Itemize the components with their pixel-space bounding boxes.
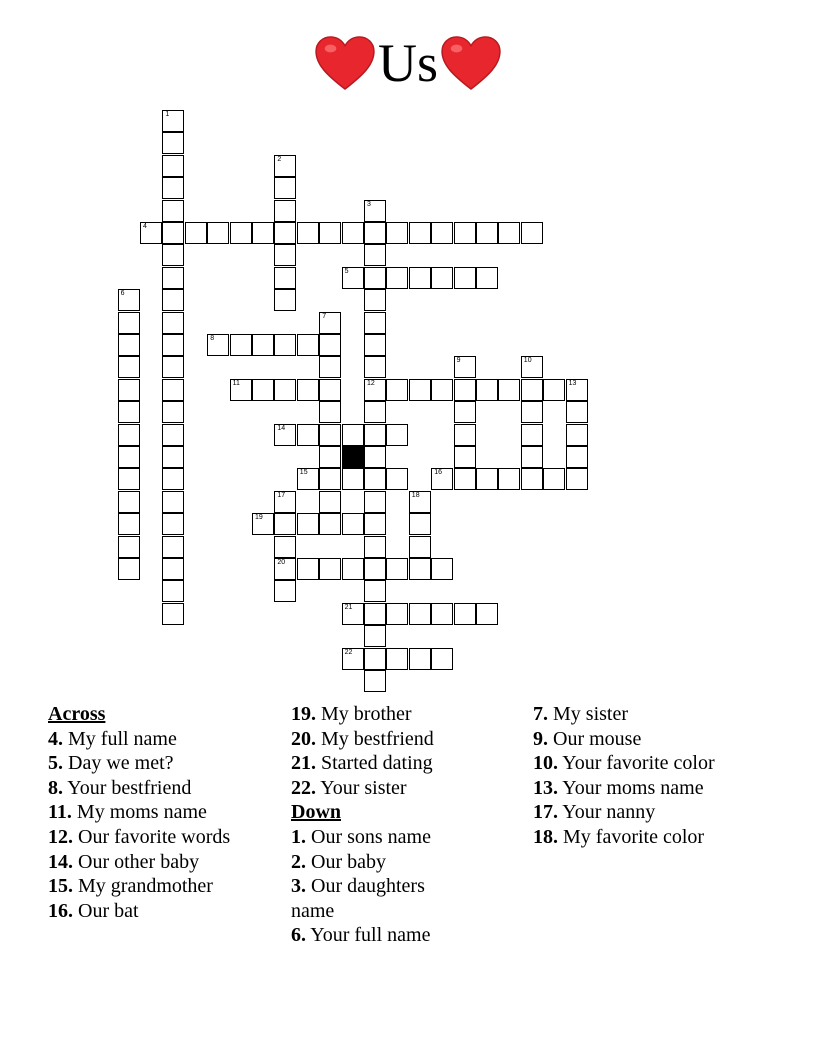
grid-cell[interactable]	[364, 244, 386, 266]
cell-number: 19	[255, 514, 263, 522]
grid-cell[interactable]	[162, 580, 184, 602]
grid-cell[interactable]	[297, 379, 319, 401]
grid-cell[interactable]	[297, 558, 319, 580]
grid-cell[interactable]	[342, 267, 364, 289]
grid-cell[interactable]	[185, 222, 207, 244]
grid-cell[interactable]	[319, 312, 341, 334]
grid-cell[interactable]	[409, 603, 431, 625]
grid-cell[interactable]	[521, 424, 543, 446]
cell-number: 17	[277, 491, 286, 499]
grid-cell[interactable]	[409, 536, 431, 558]
grid-cell[interactable]	[162, 244, 184, 266]
grid-cell[interactable]	[207, 334, 229, 356]
grid-cell[interactable]	[386, 267, 408, 289]
cell-number: 3	[367, 200, 371, 208]
cell-number: 20	[277, 559, 286, 566]
grid-cell[interactable]	[409, 558, 431, 580]
grid-cell[interactable]	[230, 334, 252, 356]
grid-cell[interactable]	[118, 334, 140, 356]
grid-cell[interactable]	[319, 491, 341, 513]
grid-cell[interactable]	[319, 513, 341, 535]
grid-cell[interactable]	[274, 558, 296, 580]
grid-cell[interactable]	[162, 401, 184, 423]
grid-cell[interactable]	[364, 267, 386, 289]
cell-number: 16	[434, 469, 442, 477]
grid-cell[interactable]	[454, 424, 476, 446]
grid-cell[interactable]	[364, 289, 386, 311]
grid-cell[interactable]	[162, 513, 184, 535]
across-heading: Across	[48, 703, 106, 725]
grid-cell[interactable]	[274, 379, 296, 401]
grid-cell[interactable]	[118, 289, 140, 311]
grid-cell[interactable]	[364, 334, 386, 356]
grid-cell[interactable]	[162, 289, 184, 311]
grid-cell[interactable]	[162, 334, 184, 356]
grid-cell[interactable]	[274, 580, 296, 602]
grid-cell[interactable]	[409, 267, 431, 289]
grid-cell[interactable]	[118, 356, 140, 378]
cell-number: 21	[344, 603, 353, 611]
grid-cell[interactable]	[252, 222, 274, 244]
grid-cell[interactable]	[386, 379, 408, 401]
cell-number: 5	[344, 267, 349, 275]
grid-cell[interactable]	[162, 132, 184, 154]
grid-cell[interactable]	[386, 558, 408, 580]
grid-cell[interactable]	[364, 379, 386, 401]
grid-cell[interactable]	[162, 424, 184, 446]
grid-cell[interactable]	[566, 424, 588, 446]
clue-down-9: 9. Our mouse	[533, 727, 642, 750]
title-text: Us	[377, 33, 438, 93]
grid-cell[interactable]	[454, 401, 476, 423]
grid-cell[interactable]	[409, 222, 431, 244]
grid-cell[interactable]	[162, 312, 184, 334]
grid-cell[interactable]	[364, 401, 386, 423]
clue-down-10: 10. Your favorite color	[533, 752, 715, 775]
grid-cell[interactable]	[498, 222, 520, 244]
grid-cell[interactable]	[364, 446, 386, 468]
grid-cell[interactable]	[342, 222, 364, 244]
grid-cell[interactable]	[118, 312, 140, 334]
grid-cell[interactable]	[364, 580, 386, 602]
grid-cell[interactable]	[162, 446, 184, 468]
grid-cell[interactable]	[476, 222, 498, 244]
grid-cell[interactable]	[364, 356, 386, 378]
grid-cell[interactable]	[498, 468, 520, 490]
grid-cell[interactable]	[364, 603, 386, 625]
grid-cell[interactable]	[409, 491, 431, 513]
clue-down-7: 7. My sister	[533, 703, 628, 725]
grid-cell[interactable]	[364, 558, 386, 580]
grid-cell[interactable]	[162, 468, 184, 490]
grid-cell[interactable]	[274, 222, 296, 244]
grid-cell[interactable]	[409, 648, 431, 670]
grid-cell[interactable]	[431, 222, 453, 244]
grid-cell[interactable]	[454, 446, 476, 468]
grid-cell[interactable]	[364, 670, 386, 692]
grid-cell[interactable]	[431, 468, 453, 490]
grid-cell[interactable]	[274, 177, 296, 199]
grid-cell[interactable]	[319, 558, 341, 580]
clue-across-21: 21. Started dating	[291, 752, 433, 775]
clue-down-2: 2. Our baby	[291, 850, 386, 873]
cell-number: 4	[143, 223, 147, 230]
grid-cell[interactable]	[319, 424, 341, 446]
grid-cell[interactable]	[319, 468, 341, 490]
grid-cell[interactable]	[342, 558, 364, 580]
grid-cell[interactable]	[118, 491, 140, 513]
grid-cell[interactable]	[274, 334, 296, 356]
clue-down-1: 1. Our sons name	[291, 825, 431, 848]
cell-number: 13	[568, 379, 577, 387]
grid-cell[interactable]	[297, 424, 319, 446]
grid-cell[interactable]	[521, 222, 543, 244]
clue-across-12: 12. Our favorite words	[48, 825, 231, 848]
grid-cell[interactable]	[409, 379, 431, 401]
clue-across-15: 15. My grandmother	[48, 875, 213, 898]
grid-cell[interactable]	[319, 356, 341, 378]
grid-cell[interactable]	[274, 289, 296, 311]
grid-cell[interactable]	[162, 110, 184, 132]
grid-cell[interactable]	[498, 379, 520, 401]
grid-cell[interactable]	[274, 513, 296, 535]
grid-cell[interactable]	[274, 267, 296, 289]
clue-across-20: 20. My bestfriend	[291, 727, 434, 750]
grid-cell[interactable]	[274, 424, 296, 446]
grid-cell[interactable]	[297, 334, 319, 356]
grid-cell[interactable]	[162, 267, 184, 289]
grid-cell[interactable]	[162, 177, 184, 199]
grid-cell[interactable]	[230, 222, 252, 244]
grid-cell[interactable]	[454, 468, 476, 490]
grid-cell[interactable]	[319, 446, 341, 468]
cell-number: 9	[456, 357, 461, 365]
grid-cell[interactable]	[476, 267, 498, 289]
grid-cell[interactable]	[162, 536, 184, 558]
cell-number: 10	[523, 357, 532, 365]
grid-cell[interactable]	[454, 603, 476, 625]
clue-across-5: 5. Day we met?	[48, 752, 174, 775]
clue-across-19: 19. My brother	[291, 703, 412, 725]
grid-cell[interactable]	[454, 379, 476, 401]
cell-number: 18	[411, 491, 420, 499]
grid-cell[interactable]	[118, 424, 140, 446]
cell-number: 11	[232, 379, 240, 387]
cell-number: 15	[299, 469, 308, 477]
cell-number: 8	[210, 335, 215, 342]
clue-across-8: 8. Your bestfriend	[48, 776, 192, 799]
grid-cell[interactable]	[252, 513, 274, 535]
grid-cell[interactable]	[364, 513, 386, 535]
grid-cell[interactable]	[252, 334, 274, 356]
clue-down-17: 17. Your nanny	[533, 801, 656, 824]
grid-cell[interactable]	[162, 603, 184, 625]
clue-across-14: 14. Our other baby	[48, 850, 200, 873]
grid-cell[interactable]	[319, 401, 341, 423]
cell-number: 12	[367, 379, 375, 387]
clue-down-18: 18. My favorite color	[533, 825, 705, 848]
grid-cell[interactable]	[342, 648, 364, 670]
grid-cell[interactable]	[431, 603, 453, 625]
grid-cell[interactable]	[364, 468, 386, 490]
grid-cell[interactable]	[476, 379, 498, 401]
clue-down-3: 3. Our daughters name	[291, 875, 425, 922]
grid-cell[interactable]	[297, 513, 319, 535]
grid-cell[interactable]	[566, 401, 588, 423]
grid-cell[interactable]	[543, 468, 565, 490]
clue-down-6: 6. Your full name	[291, 924, 431, 947]
grid-cell[interactable]	[386, 468, 408, 490]
grid-cell[interactable]	[207, 222, 229, 244]
grid-cell[interactable]	[162, 491, 184, 513]
grid-cell[interactable]	[386, 424, 408, 446]
grid-cell[interactable]	[162, 222, 184, 244]
grid-cell[interactable]	[364, 200, 386, 222]
grid-cell[interactable]	[319, 379, 341, 401]
grid-cell[interactable]	[118, 558, 140, 580]
grid-cell[interactable]	[274, 155, 296, 177]
grid-cell[interactable]	[364, 648, 386, 670]
grid-cell[interactable]	[521, 401, 543, 423]
grid-cell[interactable]	[274, 491, 296, 513]
clue-across-16: 16. Our bat	[48, 899, 139, 922]
grid-cell[interactable]	[521, 356, 543, 378]
cell-number: 7	[322, 312, 327, 320]
grid-cell[interactable]	[162, 155, 184, 177]
grid-cell[interactable]	[364, 536, 386, 558]
grid-cell[interactable]	[230, 379, 252, 401]
grid-cell[interactable]	[521, 468, 543, 490]
grid-cell[interactable]	[118, 446, 140, 468]
grid-cell[interactable]	[454, 267, 476, 289]
grid-cell[interactable]	[274, 536, 296, 558]
grid-cell[interactable]	[252, 379, 274, 401]
grid-cell[interactable]	[297, 468, 319, 490]
grid-cell[interactable]	[297, 222, 319, 244]
grid-cell[interactable]	[342, 468, 364, 490]
grid-cell[interactable]	[364, 491, 386, 513]
grid-cell[interactable]	[476, 468, 498, 490]
grid-cell[interactable]	[386, 603, 408, 625]
cell-number: 2	[277, 155, 282, 163]
grid-cell[interactable]	[118, 379, 140, 401]
grid-cell[interactable]	[386, 222, 408, 244]
grid-cell[interactable]	[118, 401, 140, 423]
grid-cell[interactable]	[364, 424, 386, 446]
grid-cell[interactable]	[521, 379, 543, 401]
black-square	[342, 446, 364, 468]
grid-cell[interactable]	[319, 222, 341, 244]
grid-cell[interactable]	[162, 356, 184, 378]
grid-cell[interactable]	[409, 513, 431, 535]
grid-cell[interactable]	[386, 648, 408, 670]
grid-cell[interactable]	[342, 603, 364, 625]
clues-column-2	[291, 702, 471, 948]
grid-cell[interactable]	[566, 379, 588, 401]
grid-cell[interactable]	[140, 222, 162, 244]
grid-cell[interactable]	[521, 446, 543, 468]
cell-number: 1	[165, 111, 170, 118]
grid-cell[interactable]	[342, 424, 364, 446]
down-heading: Down	[291, 801, 342, 824]
clue-across-11: 11. My moms name	[48, 801, 207, 824]
grid-cell[interactable]	[364, 312, 386, 334]
clue-across-4: 4. My full name	[48, 727, 177, 750]
grid-cell[interactable]	[476, 603, 498, 625]
grid-cell[interactable]	[431, 267, 453, 289]
grid-cell[interactable]	[431, 558, 453, 580]
grid-cell[interactable]	[274, 244, 296, 266]
clue-across-22: 22. Your sister	[291, 776, 407, 799]
grid-cell[interactable]	[364, 625, 386, 647]
grid-cell[interactable]	[364, 222, 386, 244]
grid-cell[interactable]	[543, 379, 565, 401]
grid-cell[interactable]	[566, 468, 588, 490]
clues-column-3	[533, 702, 715, 850]
grid-cell[interactable]	[454, 222, 476, 244]
cell-number: 6	[120, 290, 125, 298]
clue-down-13: 13. Your moms name	[533, 776, 704, 799]
grid-cell[interactable]	[162, 379, 184, 401]
grid-cell[interactable]	[431, 648, 453, 670]
grid-cell[interactable]	[274, 200, 296, 222]
grid-cell[interactable]	[118, 513, 140, 535]
grid-cell[interactable]	[454, 356, 476, 378]
grid-cell[interactable]	[566, 446, 588, 468]
grid-cell[interactable]	[118, 468, 140, 490]
clues-column-1	[48, 702, 230, 923]
grid-cell[interactable]	[162, 558, 184, 580]
grid-cell[interactable]	[118, 536, 140, 558]
grid-cell[interactable]	[319, 334, 341, 356]
cell-number: 22	[344, 648, 353, 656]
grid-cell[interactable]	[342, 513, 364, 535]
grid-cell[interactable]	[162, 200, 184, 222]
grid-cell[interactable]	[431, 379, 453, 401]
cell-number: 14	[277, 424, 286, 432]
